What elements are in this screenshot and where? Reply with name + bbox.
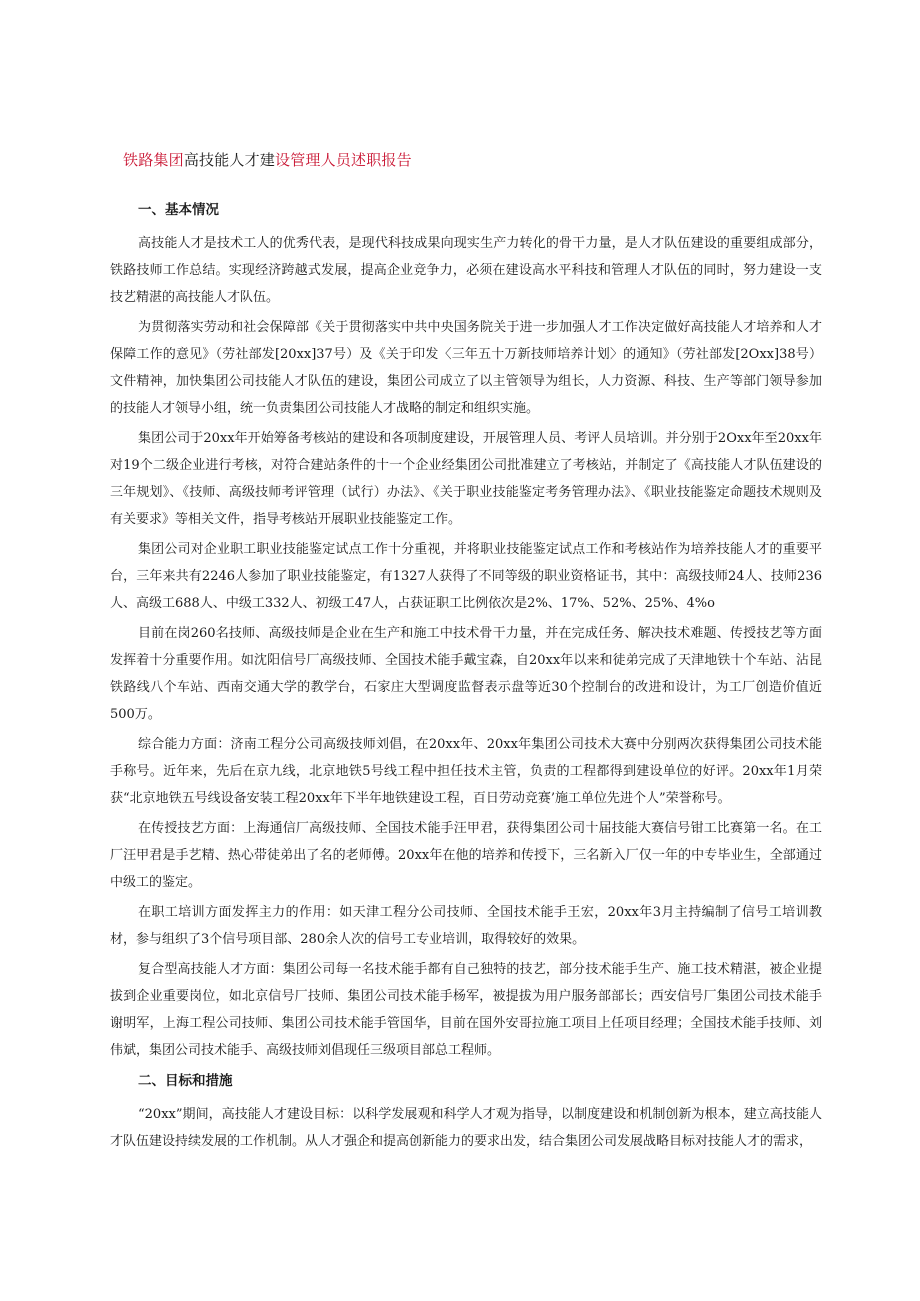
title-part-2: 高技能人才建 [183, 151, 276, 169]
paragraph: 复合型高技能人才方面：集团公司每一名技术能手都有自己独特的技艺，部分技术能手生产、施工技术精湛，被企业提拔到企业重要岗位，如北京信号厂技师、集团公司技术能手杨军，被提拔为用户服务部部长；西安信号厂集团公司技术能手谢明军，上海工程公司技师、集团公司技术能手管国华，目前在国外安哥拉施工项目上任项目经理；全国技术能手技师、刘伟斌，集团公司技术能手、高级技师刘倡现任三级项目部总工程师。 [110, 962, 822, 1058]
section-heading-basic: 一、基本情况 [138, 202, 219, 218]
paragraph: 综合能力方面：济南工程分公司高级技师刘倡，在20xx年、20xx年集团公司技术大赛中分别两次获得集团公司技术能手称号。近年来，先后在京九线，北京地铁5号线工程中担任技术主管，负责的工程都得到建设单位的好评。20xx年1月荣获“北京地铁五号线设备安装工程20xx年下半年地铁建设工程，百日劳动竞赛’施工单位先进个人”荣誉称号。 [110, 737, 822, 806]
paragraph: 集团公司对企业职工职业技能鉴定试点工作十分重视，并将职业技能鉴定试点工作和考核站作为培养技能人才的重要平台，三年来共有2246人参加了职业技能鉴定，有1327人获得了不同等级的职业资格证书，其中：高级技师24人、技师236人、高级工688人、中级工332人、初级工47人，占获证职工比例依次是2%、17%、52%、25%、4%o [110, 542, 822, 611]
paragraph: 高技能人才是技术工人的优秀代表，是现代科技成果向现实生产力转化的骨干力量，是人才队伍建设的重要组成部分，铁路技师工作总结。实现经济跨越式发展，提高企业竞争力，必须在建设高水平科技和管理人才队伍的同时，努力建设一支技艺精湛的高技能人才队伍。 [110, 236, 822, 305]
document-body [110, 196, 822, 1158]
paragraph: “20xx”期间，高技能人才建设目标：以科学发展观和科学人才观为指导，以制度建设和机制创新为根本，建立高技能人才队伍建设持续发展的工作机制。从人才强企和提高创新能力的要求出发，结合集团公司发展战略目标对技能人才的需求， [110, 1107, 822, 1149]
document-title [123, 149, 412, 170]
paragraph: 目前在岗260名技师、高级技师是企业在生产和施工中技术骨干力量，并在完成任务、解决技术难题、传授技艺等方面发挥着十分重要作用。如沈阳信号厂高级技师、全国技术能手戴宝森，自20xx年以来和徒弟完成了天津地铁十个车站、沾昆铁路线八个车站、西南交通大学的教学台，石家庄大型调度监督表示盘等近30个控制台的改进和设计，为工厂创造价值近500万。 [110, 626, 822, 722]
paragraph: 集团公司于20xx年开始筹备考核站的建设和各项制度建设，开展管理人员、考评人员培训。并分别于2Oxx年至20xx年对19个二级企业进行考核，对符合建站条件的十一个企业经集团公司批准建立了考核站，并制定了《高技能人才队伍建设的三年规划》、《技师、高级技师考评管理（试行）办法》、《关于职业技能鉴定考务管理办法》、《职业技能鉴定命题技术规则及有关要求》等相关文件，指导考核站开展职业技能鉴定工作。 [110, 431, 822, 527]
paragraph: 为贯彻落实劳动和社会保障部《关于贯彻落实中共中央国务院关于进一步加强人才工作决定做好高技能人才培养和人才保障工作的意见》（劳社部发[20xx]37号）及《关于印发〈三年五十万新技师培养计划〉的通知》（劳社部发[2Oxx]38号）文件精神，加快集团公司技能人才队伍的建设，集团公司成立了以主管领导为组长，人力资源、科技、生产等部门领导参加的技能人才领导小组，统一负责集团公司技能人才战略的制定和组织实施。 [110, 320, 822, 416]
title-part-1: 铁路集团 [123, 151, 184, 169]
paragraph: 在职工培训方面发挥主力的作用：如天津工程分公司技师、全国技术能手王宏，20xx年3月主持编制了信号工培训教材，参与组织了3个信号项目部、280余人次的信号工专业培训，取得较好的效果。 [110, 905, 822, 947]
section-heading-goals: 二、目标和措施 [138, 1073, 233, 1089]
paragraph: 在传授技艺方面：上海通信厂高级技师、全国技术能手汪甲君，获得集团公司十届技能大赛信号钳工比赛第一名。在工厂汪甲君是手艺精、热心带徒弟出了名的老师傅。20xx年在他的培养和传授下，三名新入厂仅一年的中专毕业生，全部通过中级工的鉴定。 [110, 821, 822, 890]
title-part-3: 设管理人员述职报告 [275, 151, 412, 169]
